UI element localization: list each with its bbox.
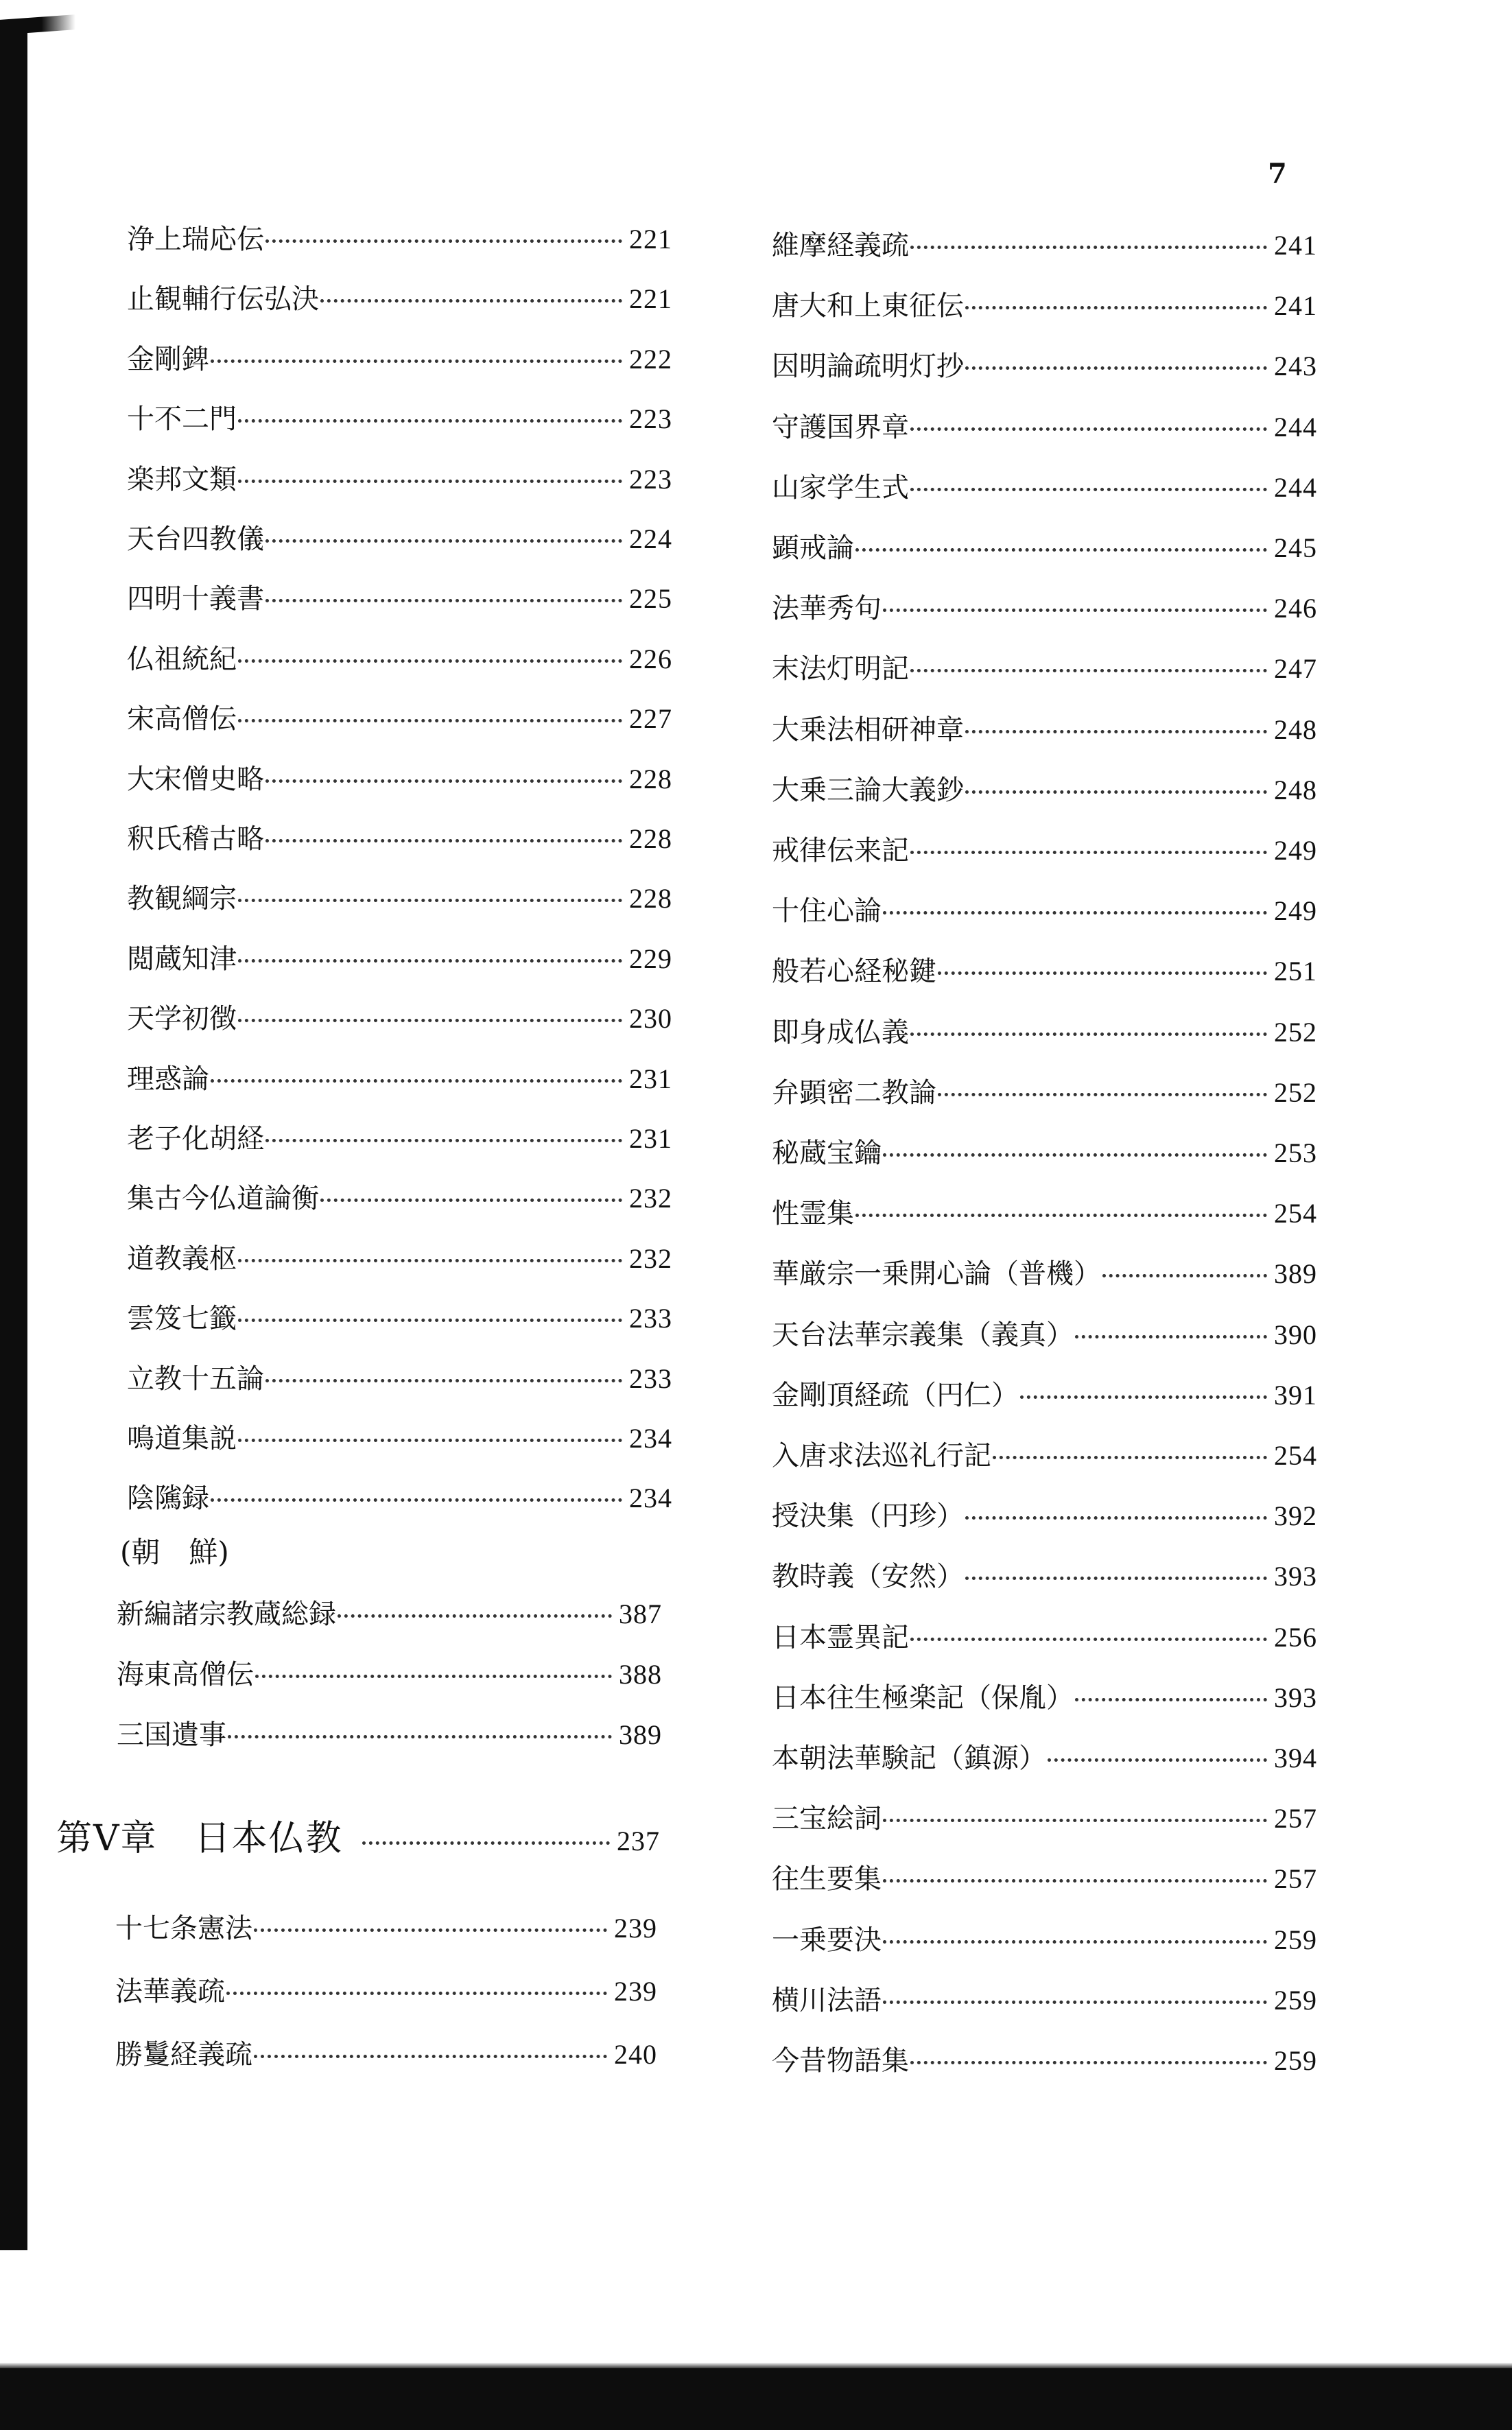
dot-leader [910, 1638, 1267, 1641]
dot-leader [855, 548, 1267, 552]
dot-leader [265, 1139, 622, 1142]
entry-title: 三国遺事 [117, 1719, 226, 1751]
entry-page-number: 241 [1274, 290, 1317, 322]
entry-page-number: 229 [629, 943, 672, 974]
dot-leader [883, 1940, 1267, 1944]
entry-page-number: 251 [1274, 956, 1317, 987]
entry-page-number: 394 [1274, 1743, 1317, 1773]
left-column-entry [127, 877, 672, 920]
entry-page-number: 228 [629, 823, 672, 854]
dot-leader [965, 366, 1267, 370]
dot-leader [965, 1516, 1267, 1520]
right-column-entry [772, 1979, 1317, 2022]
dot-leader [238, 1019, 622, 1022]
dot-leader [1075, 1698, 1267, 1701]
left-column-entry [127, 1118, 672, 1160]
entry-page-number: 244 [1274, 411, 1317, 443]
entry-title: 法華義疏 [115, 1976, 225, 2007]
entry-title: 横川法語 [772, 1984, 882, 2016]
entry-title: 即身成仏義 [772, 1016, 909, 1048]
entry-page-number: 224 [629, 523, 672, 554]
entry-title: 因明論疏明灯抄 [772, 351, 964, 383]
dot-leader [228, 1735, 612, 1738]
left-column-entry [127, 698, 672, 740]
entry-title: 性霊集 [772, 1198, 854, 1230]
dot-leader [910, 2061, 1267, 2064]
entry-title: 四明十義書 [127, 583, 264, 615]
entry-title: 雲笈七籤 [127, 1303, 237, 1335]
page-number: 7 [1268, 158, 1287, 190]
entry-title: 入唐求法巡礼行記 [772, 1440, 991, 1472]
entry-page-number: 393 [1274, 1561, 1317, 1592]
entry-page-number: 234 [629, 1483, 672, 1514]
dot-leader [993, 1456, 1267, 1459]
entry-title: 十住心論 [772, 895, 882, 928]
right-column-entry [772, 527, 1317, 569]
entry-page-number: 221 [629, 224, 672, 255]
entry-title: 天台法華宗義集（義真） [772, 1319, 1074, 1351]
chapter-entry [115, 1907, 657, 1950]
entry-page-number: 239 [614, 1913, 657, 1944]
left-column-entry [127, 818, 672, 860]
dot-leader [1102, 1274, 1267, 1277]
right-column-entry [772, 1616, 1317, 1659]
entry-title: 陰隲録 [127, 1483, 209, 1515]
dot-leader [238, 1439, 622, 1442]
entry-page-number: 226 [629, 643, 672, 674]
chapter-entry [115, 1970, 657, 2013]
dot-leader [910, 246, 1267, 249]
left-column-entry [127, 938, 672, 980]
right-column-entry [772, 1253, 1317, 1295]
entry-page-number: 252 [1274, 1076, 1317, 1108]
entry-page-number: 259 [1274, 1984, 1317, 2016]
dot-leader [883, 609, 1267, 612]
entry-title: 鳴道集説 [127, 1423, 237, 1454]
entry-title: 大乗法相研神章 [772, 713, 964, 746]
right-column-entry [772, 1677, 1317, 1719]
entry-title: 授決集（円珍） [772, 1500, 964, 1533]
right-column-entry [772, 890, 1317, 932]
entry-title: 大乗三論大義鈔 [772, 774, 964, 806]
dot-leader [965, 730, 1267, 733]
left-column-entry [127, 1358, 672, 1400]
dot-leader [910, 488, 1267, 491]
entry-title: 唐大和上東征伝 [772, 290, 964, 322]
entry-page-number: 246 [1274, 593, 1317, 624]
entry-title: 守護国界章 [772, 411, 909, 443]
scan-edge-shadow-bottom [0, 2368, 1512, 2430]
entry-title: 新編諸宗教蔵総録 [117, 1599, 336, 1630]
right-column-entry [772, 406, 1317, 449]
korea-entry [117, 1714, 662, 1756]
entry-page-number: 252 [1274, 1016, 1317, 1048]
entry-title: 集古今仏道論衡 [127, 1183, 319, 1215]
right-column-entry [772, 1314, 1317, 1356]
left-column-entry [127, 1417, 672, 1460]
entry-page-number: 244 [1274, 471, 1317, 503]
dot-leader [265, 239, 622, 243]
entry-page-number: 259 [1274, 2045, 1317, 2076]
entry-page-number: 227 [629, 703, 672, 735]
korea-entry [117, 1653, 662, 1696]
entry-title: 法華秀句 [772, 593, 882, 625]
entry-page-number: 248 [1274, 774, 1317, 805]
entry-page-number: 393 [1274, 1682, 1317, 1713]
dot-leader [362, 1841, 610, 1845]
entry-title: 理惑論 [127, 1063, 209, 1095]
entry-page-number: 256 [1274, 1621, 1317, 1653]
entry-title: 般若心経秘鍵 [772, 956, 936, 988]
dot-leader [238, 1259, 622, 1262]
dot-leader [320, 1199, 622, 1202]
dot-leader [910, 427, 1267, 431]
entry-title: 浄上瑞応伝 [127, 224, 264, 255]
dot-leader [211, 359, 622, 363]
dot-leader [238, 959, 622, 963]
entry-page-number: 225 [629, 583, 672, 615]
entry-title: 金剛錍 [127, 343, 209, 375]
dot-leader [965, 790, 1267, 794]
dot-leader [338, 1614, 612, 1618]
entry-page-number: 239 [614, 1976, 657, 2007]
entry-title: 顕戒論 [772, 532, 854, 564]
right-column-entry [772, 467, 1317, 509]
entry-page-number: 387 [619, 1599, 662, 1629]
entry-page-number: 254 [1274, 1440, 1317, 1471]
dot-leader [265, 539, 622, 543]
dot-leader [910, 851, 1267, 854]
right-column-entry [772, 1192, 1317, 1235]
entry-page-number: 228 [629, 883, 672, 915]
entry-title: 楽邦文類 [127, 463, 237, 495]
right-column-entry [772, 1435, 1317, 1477]
entry-title: 本朝法華験記（鎮源） [772, 1743, 1046, 1774]
entry-page-number: 247 [1274, 653, 1317, 685]
dot-leader [883, 1879, 1267, 1883]
entry-title: 教時義（安然） [772, 1561, 964, 1593]
dot-leader [1075, 1335, 1267, 1338]
dot-leader [265, 839, 622, 842]
dot-leader [855, 1214, 1267, 1217]
entry-title: 勝鬘経義疏 [115, 2039, 252, 2071]
dot-leader [238, 719, 622, 722]
scan-edge-shadow-left [0, 21, 27, 2250]
entry-page-number: 389 [619, 1719, 662, 1750]
right-column-entry [772, 1495, 1317, 1537]
entry-page-number: 231 [629, 1063, 672, 1094]
entry-title: 天学初徴 [127, 1003, 237, 1035]
entry-page-number: 234 [629, 1423, 672, 1454]
left-column-entry [127, 458, 672, 501]
chapter-entry [115, 2033, 657, 2076]
entry-page-number: 254 [1274, 1198, 1317, 1229]
entry-title: 立教十五論 [127, 1363, 264, 1395]
dot-leader [910, 669, 1267, 672]
right-column-entry [772, 285, 1317, 327]
entry-page-number: 232 [629, 1242, 672, 1274]
korea-entry [117, 1593, 662, 1636]
entry-page-number: 228 [629, 763, 672, 794]
right-column-entry [772, 1737, 1317, 1780]
entry-page-number: 233 [629, 1363, 672, 1394]
entry-title: 老子化胡経 [127, 1123, 264, 1155]
right-column-entry [772, 769, 1317, 812]
right-column-entry [772, 224, 1317, 267]
entry-page-number: 249 [1274, 895, 1317, 927]
entry-title: 閲蔵知津 [127, 943, 237, 975]
dot-leader [238, 1319, 622, 1322]
entry-title: 教観綱宗 [127, 883, 237, 915]
entry-page-number: 230 [629, 1003, 672, 1035]
dot-leader [226, 1992, 607, 1995]
dot-leader [883, 2001, 1267, 2004]
entry-page-number: 223 [629, 403, 672, 435]
entry-page-number: 248 [1274, 713, 1317, 745]
chapter-title: 第Ⅴ章 日本仏教 [56, 1818, 343, 1859]
entry-title: 三宝絵詞 [772, 1803, 882, 1835]
dot-leader [965, 306, 1267, 309]
entry-title: 天台四教儀 [127, 523, 264, 555]
dot-leader [238, 899, 622, 902]
entry-page-number: 392 [1274, 1500, 1317, 1532]
entry-page-number: 390 [1274, 1319, 1317, 1350]
dot-leader [238, 419, 622, 423]
entry-page-number: 245 [1274, 532, 1317, 563]
left-column-entry [127, 758, 672, 801]
entry-title: 止観輔行伝弘決 [127, 283, 319, 316]
right-column-entry [772, 829, 1317, 872]
left-column-entry [127, 1177, 672, 1220]
entry-title: 今昔物語集 [772, 2045, 909, 2077]
left-column-entry [127, 1297, 672, 1340]
dot-leader [211, 1079, 622, 1083]
dot-leader [938, 1093, 1267, 1096]
dot-leader [211, 1498, 622, 1502]
left-column-entry [127, 518, 672, 561]
right-column-entry [772, 1132, 1317, 1175]
entry-title: 十七条憲法 [115, 1913, 252, 1944]
entry-title: 往生要集 [772, 1863, 882, 1896]
entry-title: 華厳宗一乗開心論（普機） [772, 1258, 1101, 1290]
dot-leader [238, 659, 622, 663]
dot-leader [883, 1153, 1267, 1157]
left-column-entry [127, 278, 672, 320]
entry-title: 仏祖統紀 [127, 643, 237, 675]
dot-leader [883, 1819, 1267, 1822]
entry-page-number: 243 [1274, 351, 1317, 382]
entry-page-number: 259 [1274, 1924, 1317, 1955]
entry-page-number: 389 [1274, 1258, 1317, 1290]
dot-leader [238, 480, 622, 483]
dot-leader [265, 599, 622, 602]
dot-leader [1020, 1395, 1267, 1399]
entry-title: 一乗要決 [772, 1924, 882, 1956]
dot-leader [254, 1928, 607, 1932]
entry-page-number: 257 [1274, 1863, 1317, 1895]
entry-page-number: 233 [629, 1303, 672, 1334]
entry-title: 日本往生極楽記（保胤） [772, 1682, 1074, 1714]
right-column-entry [772, 950, 1317, 993]
chapter-heading-entry [56, 1813, 660, 1865]
dot-leader [910, 1033, 1267, 1036]
left-column-entry [127, 1058, 672, 1100]
dot-leader [254, 2055, 607, 2058]
entry-page-number: 231 [629, 1123, 672, 1154]
left-column-entry [127, 998, 672, 1040]
dot-leader [1048, 1758, 1267, 1762]
right-column-entry [772, 2040, 1317, 2082]
entry-title: 海東高僧伝 [117, 1659, 254, 1690]
right-column-entry [772, 1555, 1317, 1598]
entry-page-number: 253 [1274, 1137, 1317, 1168]
entry-page-number: 391 [1274, 1379, 1317, 1411]
right-column-entry [772, 587, 1317, 630]
left-column-entry [127, 638, 672, 681]
entry-title: 道教義枢 [127, 1242, 237, 1275]
right-column-entry [772, 1797, 1317, 1840]
right-column-entry [772, 709, 1317, 751]
left-column-entry [127, 218, 672, 261]
entry-title: 戒律伝来記 [772, 835, 909, 866]
entry-page-number: 240 [614, 2039, 657, 2070]
entry-title: 釈氏稽古略 [127, 823, 264, 855]
entry-page-number: 222 [629, 343, 672, 375]
right-column-entry [772, 1011, 1317, 1054]
dot-leader [883, 911, 1267, 915]
entry-title: 山家学生式 [772, 471, 909, 504]
right-column-entry [772, 1858, 1317, 1900]
entry-page-number: 221 [629, 283, 672, 315]
entry-page-number: 249 [1274, 835, 1317, 866]
chapter-page-number: 237 [617, 1826, 660, 1856]
entry-page-number: 257 [1274, 1803, 1317, 1835]
dot-leader [965, 1577, 1267, 1580]
entry-title: 十不二門 [127, 403, 237, 436]
right-column-entry [772, 1374, 1317, 1417]
left-column-entry [127, 1477, 672, 1520]
entry-page-number: 223 [629, 463, 672, 495]
entry-title: 宋高僧伝 [127, 703, 237, 735]
dot-leader [265, 1379, 622, 1382]
entry-title: 維摩経義疏 [772, 230, 909, 261]
dot-leader [265, 779, 622, 783]
left-column-entry [127, 1238, 672, 1280]
right-column-entry [772, 345, 1317, 388]
entry-title: 大宋僧史略 [127, 763, 264, 795]
left-column-entry [127, 398, 672, 440]
left-column-entry [127, 578, 672, 620]
right-column-entry [772, 648, 1317, 690]
entry-page-number: 232 [629, 1183, 672, 1214]
korea-section-heading: (朝 鮮) [120, 1535, 229, 1569]
dot-leader [320, 299, 622, 303]
entry-title: 弁顕密二教論 [772, 1076, 936, 1109]
entry-title: 秘蔵宝鑰 [772, 1137, 882, 1169]
entry-title: 末法灯明記 [772, 653, 909, 685]
entry-title: 金剛頂経疏（円仁） [772, 1379, 1019, 1411]
right-column-entry [772, 1919, 1317, 1961]
entry-page-number: 388 [619, 1659, 662, 1690]
right-column-entry [772, 1072, 1317, 1114]
entry-title: 日本霊異記 [772, 1621, 909, 1653]
left-column-entry [127, 338, 672, 381]
dot-leader [938, 971, 1267, 975]
dot-leader [255, 1675, 612, 1678]
entry-page-number: 241 [1274, 230, 1317, 261]
